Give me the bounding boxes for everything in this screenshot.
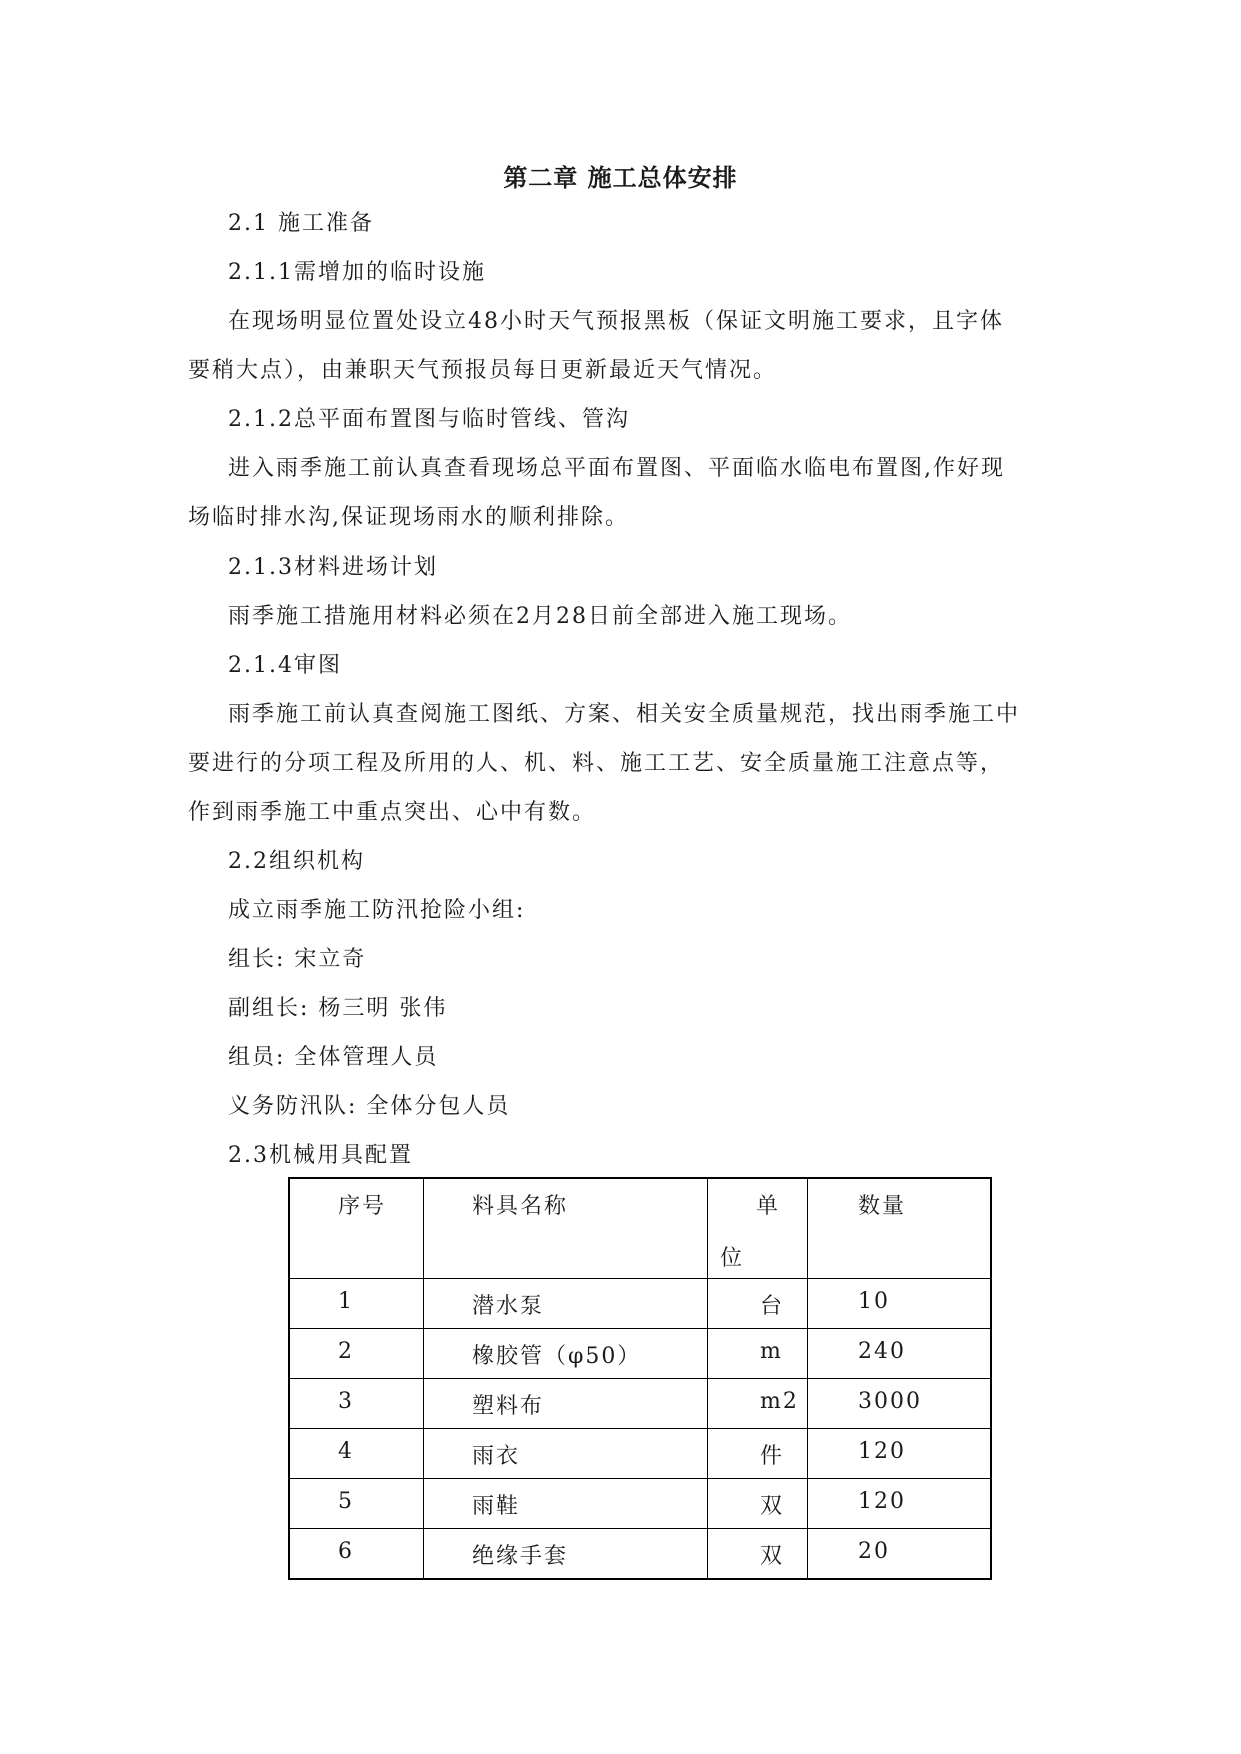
row-unit: m2 [760,1389,799,1414]
row-qty: 240 [858,1339,906,1364]
section-heading: 2.3机械用具配置 [228,1143,413,1168]
table-row [289,1429,991,1479]
table-row [289,1479,991,1529]
row-qty: 20 [858,1539,890,1564]
row-name: 潜水泵 [472,1294,545,1319]
header-cell [424,1178,708,1279]
row-index: 5 [338,1489,354,1514]
row-name: 雨鞋 [472,1494,521,1519]
subsection-heading: 2.1.4审图 [228,653,342,678]
row-name: 绝缘手套 [472,1544,569,1569]
row-unit: 双 [760,1544,785,1569]
section-heading: 2.2组织机构 [228,849,365,874]
subsection-heading: 2.1.2总平面布置图与临时管线、管沟 [228,407,630,432]
row-qty: 120 [858,1489,906,1514]
subsection-heading: 2.1.3材料进场计划 [228,555,438,580]
table-row [289,1379,991,1429]
subsection-heading: 2.1.1需增加的临时设施 [228,260,486,285]
table-row [289,1279,991,1329]
row-unit: 件 [760,1444,785,1469]
header-qty: 数量 [858,1194,907,1219]
row-index: 6 [338,1539,354,1564]
team-leader: 组长: 宋立奇 [228,947,367,972]
header-cell [808,1178,992,1279]
deputy-leaders: 副组长: 杨三明 张伟 [228,996,448,1021]
header-name: 料具名称 [472,1194,569,1219]
row-index: 3 [338,1389,354,1414]
header-unit-top: 单 [755,1194,780,1219]
header-unit-bottom: 位 [720,1246,743,1271]
paragraph-line: 场临时排水沟,保证现场雨水的顺利排除。 [188,505,629,530]
row-qty: 3000 [858,1389,922,1414]
header-cell [289,1178,424,1279]
row-name: 橡胶管（φ50） [472,1344,642,1369]
row-qty: 10 [858,1289,890,1314]
flood-team: 义务防汛队: 全体分包人员 [228,1094,511,1119]
chapter-title: 第二章 施工总体安排 [503,163,738,192]
team-members: 组员: 全体管理人员 [228,1045,439,1070]
paragraph-line: 在现场明显位置处设立48小时天气预报黑板（保证文明施工要求，且字体 [228,309,1004,334]
header-index: 序号 [338,1194,387,1219]
row-index: 4 [338,1439,354,1464]
row-unit: 双 [760,1494,785,1519]
paragraph-line: 成立雨季施工防汛抢险小组: [228,898,526,923]
paragraph-line: 雨季施工措施用材料必须在2月28日前全部进入施工现场。 [228,604,852,629]
row-qty: 120 [858,1439,906,1464]
row-name: 雨衣 [472,1444,521,1469]
row-unit: 台 [760,1294,785,1319]
row-name: 塑料布 [472,1394,545,1419]
table-header-row [289,1178,991,1279]
paragraph-line: 要进行的分项工程及所用的人、机、料、施工工艺、安全质量施工注意点等， [188,751,1005,776]
paragraph-line: 要稍大点），由兼职天气预报员每日更新最近天气情况。 [188,358,778,383]
equipment-table [288,1177,992,1580]
header-cell [708,1178,808,1279]
table-row [289,1529,991,1580]
section-heading: 2.1 施工准备 [228,211,374,236]
row-index: 2 [338,1339,354,1364]
row-unit: m [760,1339,783,1364]
paragraph-line: 进入雨季施工前认真查看现场总平面布置图、平面临水临电布置图,作好现 [228,456,1005,481]
row-index: 1 [338,1289,354,1314]
paragraph-line: 雨季施工前认真查阅施工图纸、方案、相关安全质量规范，找出雨季施工中 [228,702,1021,727]
table-row [289,1329,991,1379]
paragraph-line: 作到雨季施工中重点突出、心中有数。 [188,800,597,825]
